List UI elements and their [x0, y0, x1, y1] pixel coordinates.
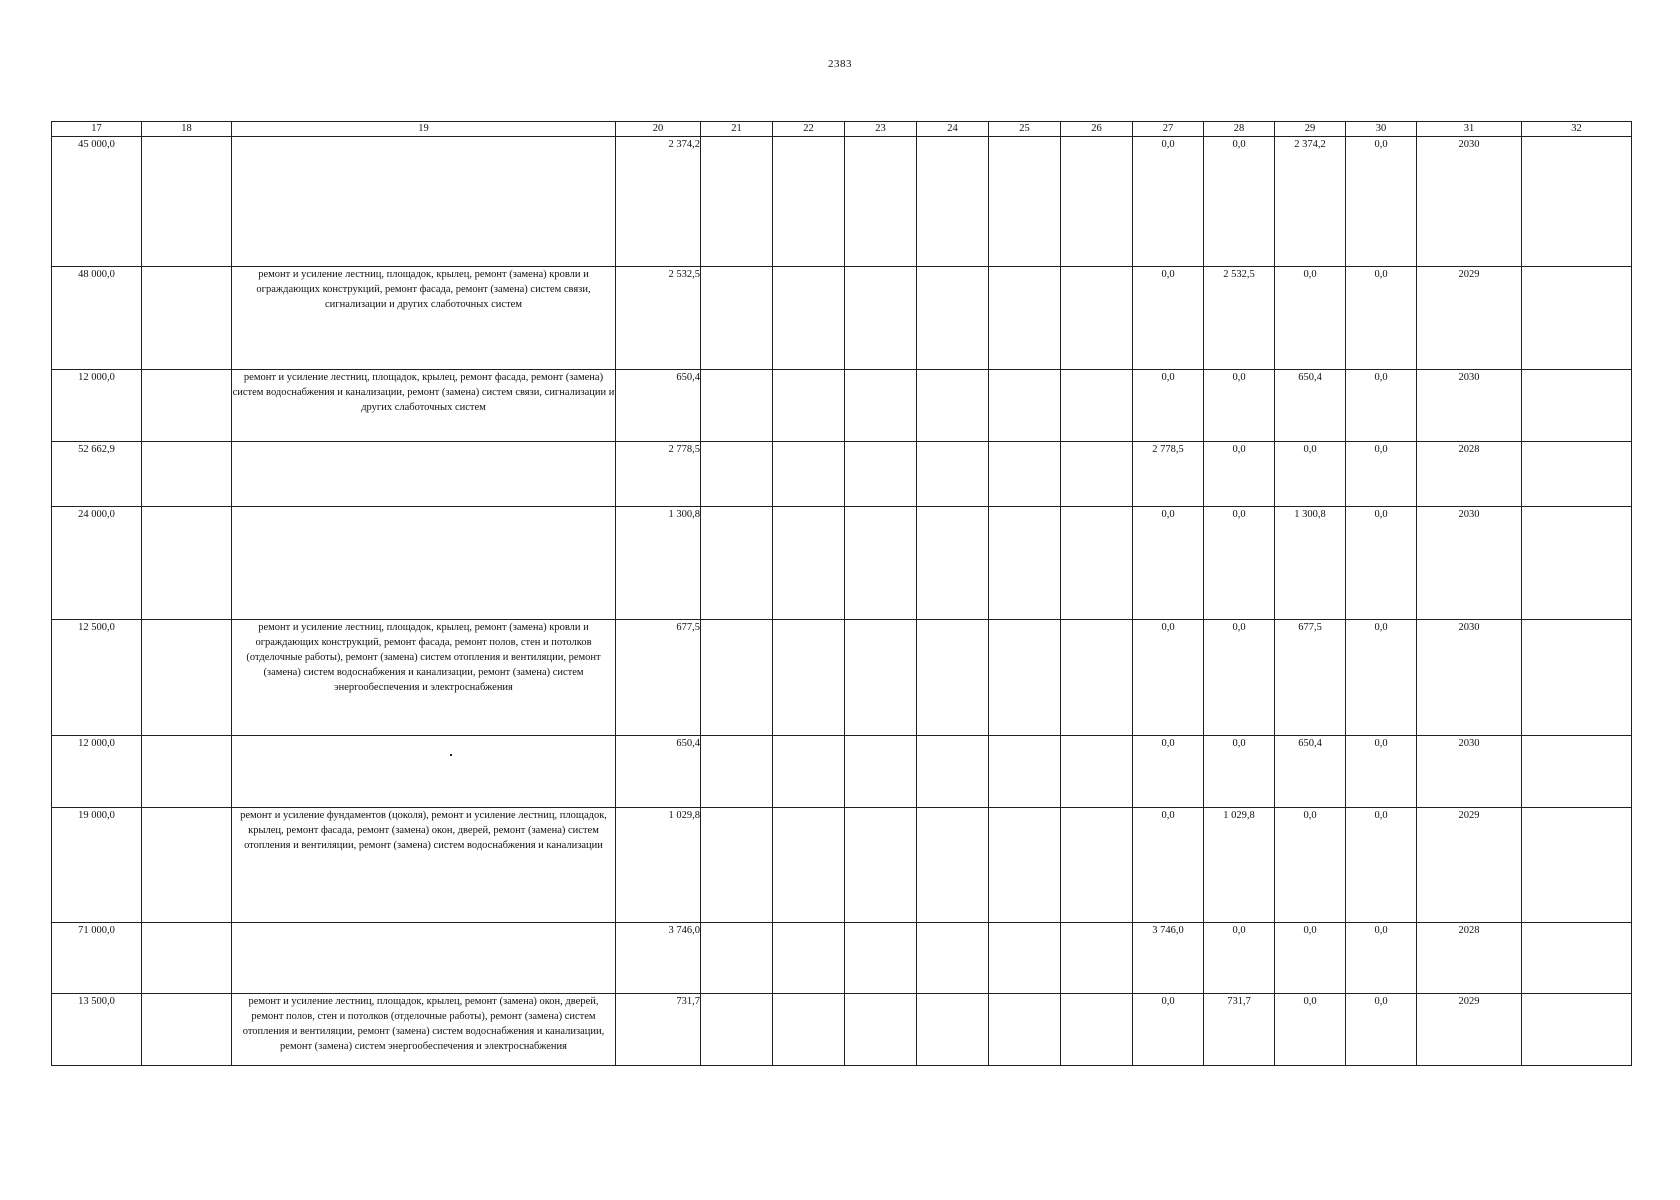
cell-col-21 [701, 442, 773, 507]
cell-col-22 [773, 620, 845, 736]
cell-col-27: 0,0 [1133, 267, 1204, 370]
cell-col-17: 19 000,0 [52, 808, 142, 923]
cell-col-28: 2 532,5 [1204, 267, 1275, 370]
stray-mark [450, 754, 452, 756]
cell-col-24 [917, 370, 989, 442]
cell-col-28: 0,0 [1204, 370, 1275, 442]
work-description [232, 736, 616, 808]
cell-col-24 [917, 507, 989, 620]
cell-col-27: 0,0 [1133, 620, 1204, 736]
cell-col-21 [701, 923, 773, 994]
cell-col-27: 0,0 [1133, 137, 1204, 267]
cell-col-23 [845, 736, 917, 808]
cell-col-30: 0,0 [1346, 923, 1417, 994]
cell-col-23 [845, 994, 917, 1066]
cell-col-17: 71 000,0 [52, 923, 142, 994]
cell-col-24 [917, 620, 989, 736]
work-description: ремонт и усиление лестниц, площадок, крылец, ремонт (замена) кровли и ограждающих конструкций, ремонт фасада, ремонт (замена) систем связи, сигнализации и других слаботочных систем [232, 267, 616, 370]
column-header-27: 27 [1133, 122, 1204, 137]
cell-col-20: 650,4 [616, 736, 701, 808]
cell-col-18 [142, 808, 232, 923]
cell-col-28: 1 029,8 [1204, 808, 1275, 923]
table-body [52, 137, 1632, 1066]
cell-col-29: 1 300,8 [1275, 507, 1346, 620]
cell-col-30: 0,0 [1346, 267, 1417, 370]
cell-col-29: 0,0 [1275, 923, 1346, 994]
work-description [232, 507, 616, 620]
cell-col-20: 1 300,8 [616, 507, 701, 620]
work-description: ремонт и усиление лестниц, площадок, крылец, ремонт (замена) кровли и ограждающих конструкций, ремонт фасада, ремонт полов, стен и потолков (отделочные работы), ремонт (замена) систем отопления и вентиляции, ремонт (замена) систем водоснабжения и канализации, ремонт (замена) систем энергообеспечения и электроснабжения [232, 620, 616, 736]
cell-col-21 [701, 808, 773, 923]
cell-col-24 [917, 923, 989, 994]
cell-col-23 [845, 137, 917, 267]
cell-col-20: 3 746,0 [616, 923, 701, 994]
cell-col-29: 2 374,2 [1275, 137, 1346, 267]
cell-col-17: 12 500,0 [52, 620, 142, 736]
cell-col-29: 0,0 [1275, 808, 1346, 923]
table-header [52, 122, 1632, 137]
column-header-29: 29 [1275, 122, 1346, 137]
column-header-31: 31 [1417, 122, 1522, 137]
table-row [52, 370, 1632, 442]
cell-col-29: 650,4 [1275, 370, 1346, 442]
cell-col-25 [989, 507, 1061, 620]
cell-col-26 [1061, 736, 1133, 808]
cell-col-27: 3 746,0 [1133, 923, 1204, 994]
cell-col-21 [701, 620, 773, 736]
cell-col-23 [845, 923, 917, 994]
table-row [52, 736, 1632, 808]
cell-col-32 [1522, 370, 1632, 442]
cell-col-32 [1522, 994, 1632, 1066]
column-header-28: 28 [1204, 122, 1275, 137]
cell-col-27: 0,0 [1133, 808, 1204, 923]
column-header-25: 25 [989, 122, 1061, 137]
cell-col-28: 0,0 [1204, 923, 1275, 994]
cell-col-17: 12 000,0 [52, 736, 142, 808]
cell-col-17: 48 000,0 [52, 267, 142, 370]
cell-col-32 [1522, 137, 1632, 267]
cell-col-25 [989, 442, 1061, 507]
cell-col-25 [989, 620, 1061, 736]
cell-col-24 [917, 808, 989, 923]
column-header-21: 21 [701, 122, 773, 137]
cell-col-31: 2029 [1417, 994, 1522, 1066]
cell-col-18 [142, 736, 232, 808]
cell-col-27: 0,0 [1133, 994, 1204, 1066]
work-description [232, 137, 616, 267]
cell-col-20: 650,4 [616, 370, 701, 442]
cell-col-25 [989, 137, 1061, 267]
cell-col-26 [1061, 808, 1133, 923]
cell-col-18 [142, 442, 232, 507]
cell-col-24 [917, 994, 989, 1066]
cell-col-26 [1061, 267, 1133, 370]
cell-col-17: 24 000,0 [52, 507, 142, 620]
cell-col-25 [989, 994, 1061, 1066]
table-row [52, 994, 1632, 1066]
cell-col-25 [989, 267, 1061, 370]
cell-col-31: 2030 [1417, 736, 1522, 808]
column-header-26: 26 [1061, 122, 1133, 137]
column-header-18: 18 [142, 122, 232, 137]
cell-col-30: 0,0 [1346, 736, 1417, 808]
cell-col-18 [142, 923, 232, 994]
cell-col-17: 52 662,9 [52, 442, 142, 507]
cell-col-21 [701, 507, 773, 620]
cell-col-30: 0,0 [1346, 370, 1417, 442]
cell-col-31: 2030 [1417, 620, 1522, 736]
cell-col-22 [773, 736, 845, 808]
cell-col-28: 0,0 [1204, 137, 1275, 267]
cell-col-21 [701, 736, 773, 808]
cell-col-17: 13 500,0 [52, 994, 142, 1066]
cell-col-22 [773, 442, 845, 507]
cell-col-17: 45 000,0 [52, 137, 142, 267]
cell-col-20: 677,5 [616, 620, 701, 736]
table-row [52, 267, 1632, 370]
cell-col-17: 12 000,0 [52, 370, 142, 442]
column-header-23: 23 [845, 122, 917, 137]
cell-col-28: 0,0 [1204, 620, 1275, 736]
cell-col-18 [142, 267, 232, 370]
page-number: 2383 [828, 58, 852, 70]
cell-col-32 [1522, 923, 1632, 994]
column-header-22: 22 [773, 122, 845, 137]
cell-col-20: 2 778,5 [616, 442, 701, 507]
table-row [52, 507, 1632, 620]
cell-col-29: 650,4 [1275, 736, 1346, 808]
cell-col-31: 2030 [1417, 370, 1522, 442]
cell-col-31: 2028 [1417, 442, 1522, 507]
cell-col-26 [1061, 507, 1133, 620]
cell-col-25 [989, 808, 1061, 923]
table-row [52, 923, 1632, 994]
cell-col-24 [917, 267, 989, 370]
cell-col-29: 0,0 [1275, 442, 1346, 507]
cell-col-31: 2030 [1417, 137, 1522, 267]
cell-col-29: 677,5 [1275, 620, 1346, 736]
cell-col-29: 0,0 [1275, 267, 1346, 370]
cell-col-21 [701, 370, 773, 442]
cell-col-32 [1522, 620, 1632, 736]
cell-col-31: 2029 [1417, 808, 1522, 923]
cell-col-27: 2 778,5 [1133, 442, 1204, 507]
cell-col-30: 0,0 [1346, 137, 1417, 267]
work-description [232, 923, 616, 994]
cell-col-31: 2028 [1417, 923, 1522, 994]
cell-col-31: 2029 [1417, 267, 1522, 370]
cell-col-18 [142, 137, 232, 267]
cell-col-32 [1522, 442, 1632, 507]
cell-col-18 [142, 507, 232, 620]
work-description: ремонт и усиление лестниц, площадок, крылец, ремонт (замена) окон, дверей, ремонт полов, стен и потолков (отделочные работы), ремонт (замена) систем отопления и вентиляции, ремонт (замена) систем водоснабжения и канализации, ремонт (замена) систем энергообеспечения и электроснабжения [232, 994, 616, 1066]
cell-col-22 [773, 137, 845, 267]
cell-col-29: 0,0 [1275, 994, 1346, 1066]
cell-col-30: 0,0 [1346, 442, 1417, 507]
table-row [52, 808, 1632, 923]
column-header-30: 30 [1346, 122, 1417, 137]
work-description: ремонт и усиление лестниц, площадок, крылец, ремонт фасада, ремонт (замена) систем водоснабжения и канализации, ремонт (замена) систем связи, сигнализации и других слаботочных систем [232, 370, 616, 442]
cell-col-22 [773, 808, 845, 923]
cell-col-18 [142, 994, 232, 1066]
work-description [232, 442, 616, 507]
cell-col-27: 0,0 [1133, 370, 1204, 442]
cell-col-26 [1061, 923, 1133, 994]
cell-col-23 [845, 370, 917, 442]
table-row [52, 137, 1632, 267]
cell-col-26 [1061, 370, 1133, 442]
cell-col-20: 2 532,5 [616, 267, 701, 370]
cell-col-30: 0,0 [1346, 620, 1417, 736]
cell-col-22 [773, 370, 845, 442]
cell-col-26 [1061, 994, 1133, 1066]
cell-col-23 [845, 442, 917, 507]
cell-col-23 [845, 808, 917, 923]
cell-col-25 [989, 370, 1061, 442]
cell-col-30: 0,0 [1346, 808, 1417, 923]
column-header-20: 20 [616, 122, 701, 137]
cell-col-32 [1522, 736, 1632, 808]
column-header-19: 19 [232, 122, 616, 137]
cell-col-31: 2030 [1417, 507, 1522, 620]
cell-col-20: 731,7 [616, 994, 701, 1066]
cell-col-28: 0,0 [1204, 736, 1275, 808]
cell-col-21 [701, 994, 773, 1066]
cell-col-22 [773, 994, 845, 1066]
cell-col-25 [989, 923, 1061, 994]
cell-col-22 [773, 923, 845, 994]
work-description: ремонт и усиление фундаментов (цоколя), ремонт и усиление лестниц, площадок, крылец, ремонт фасада, ремонт (замена) окон, дверей, ремонт (замена) систем отопления и вентиляции, ремонт (замена) систем водоснабжения и канализации [232, 808, 616, 923]
data-table [51, 121, 1632, 1066]
cell-col-26 [1061, 137, 1133, 267]
cell-col-18 [142, 370, 232, 442]
cell-col-28: 731,7 [1204, 994, 1275, 1066]
table-row [52, 442, 1632, 507]
cell-col-22 [773, 267, 845, 370]
cell-col-23 [845, 507, 917, 620]
cell-col-23 [845, 620, 917, 736]
cell-col-24 [917, 442, 989, 507]
cell-col-18 [142, 620, 232, 736]
cell-col-32 [1522, 507, 1632, 620]
cell-col-30: 0,0 [1346, 994, 1417, 1066]
cell-col-32 [1522, 267, 1632, 370]
cell-col-28: 0,0 [1204, 507, 1275, 620]
cell-col-32 [1522, 808, 1632, 923]
cell-col-28: 0,0 [1204, 442, 1275, 507]
cell-col-24 [917, 137, 989, 267]
column-header-32: 32 [1522, 122, 1632, 137]
cell-col-24 [917, 736, 989, 808]
cell-col-23 [845, 267, 917, 370]
column-header-24: 24 [917, 122, 989, 137]
cell-col-21 [701, 137, 773, 267]
cell-col-20: 1 029,8 [616, 808, 701, 923]
column-header-17: 17 [52, 122, 142, 137]
cell-col-26 [1061, 442, 1133, 507]
cell-col-25 [989, 736, 1061, 808]
cell-col-21 [701, 267, 773, 370]
cell-col-26 [1061, 620, 1133, 736]
cell-col-27: 0,0 [1133, 507, 1204, 620]
cell-col-27: 0,0 [1133, 736, 1204, 808]
cell-col-20: 2 374,2 [616, 137, 701, 267]
cell-col-30: 0,0 [1346, 507, 1417, 620]
table-row [52, 620, 1632, 736]
cell-col-22 [773, 507, 845, 620]
